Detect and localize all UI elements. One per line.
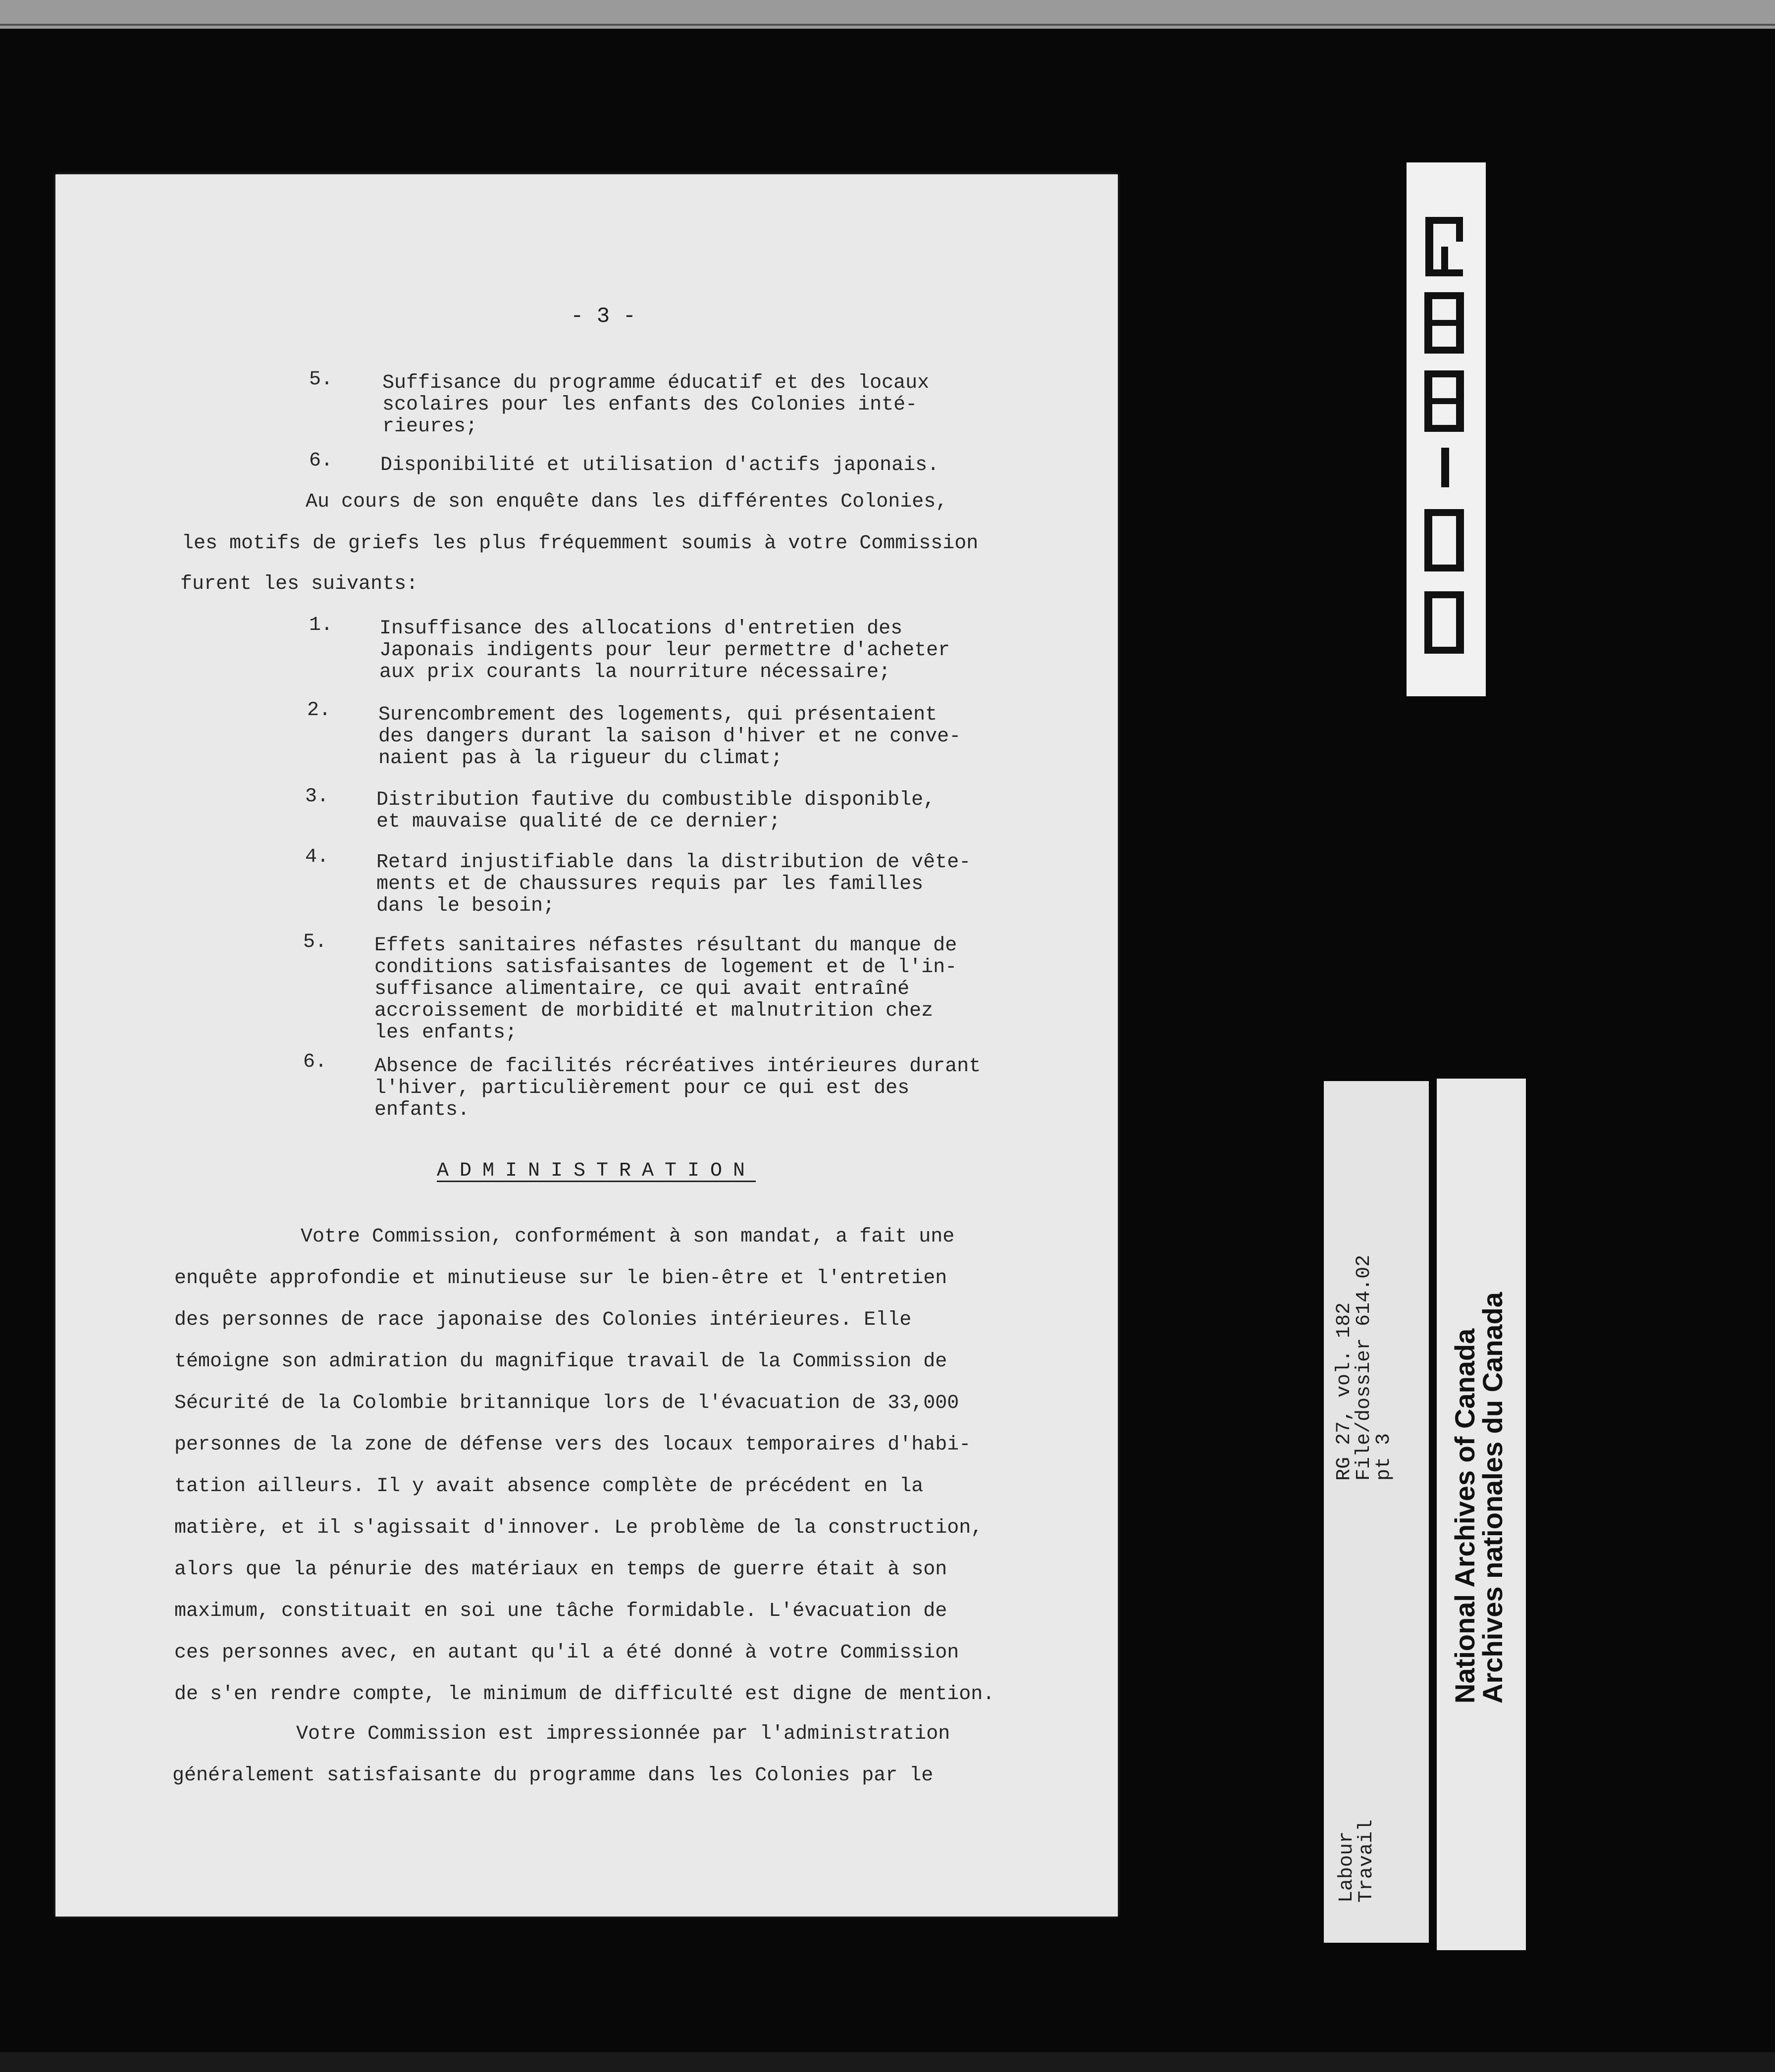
list-item-text: Effets sanitaires néfastes résultant du manque de conditions satisfaisantes de logement et de l'in- suffisance alimentaire, ce qui avait entraîné accroissement de morbidité et malnutrition chez les enfants; — [374, 934, 957, 1044]
list-item-text: Suffisance du programme éducatif et des locaux scolaires pour les enfants des Colonies inté- rieures; — [382, 372, 930, 438]
document-page — [55, 174, 1118, 1917]
list-number: 5. — [303, 931, 327, 953]
archive-reference-label — [1324, 1081, 1429, 1943]
list-number: 6. — [303, 1051, 327, 1073]
list-item-text: Surencombrement des logements, qui présentaient des dangers durant la saison d'hiver et ne conve- naient pas à la rigueur du climat; — [378, 704, 961, 770]
list-number: 1. — [309, 614, 333, 636]
intro-line: furent les suivants: — [180, 573, 418, 595]
archive-reference-text: RG 27, vol. 182 File/dossier 614.02 pt 3 — [1333, 1254, 1395, 1481]
section-heading: ADMINISTRATION — [437, 1160, 756, 1182]
list-item-text: Retard injustifiable dans la distribution de vête- ments et de chaussures requis par les familles dans le besoin; — [376, 851, 971, 917]
list-item-text: Distribution fautive du combustible disponible, et mauvaise qualité de ce dernier; — [376, 789, 936, 833]
list-number: 4. — [305, 846, 329, 868]
film-top-edge — [0, 0, 1775, 29]
frame-number-stamp — [1407, 162, 1486, 696]
list-item-text: Disponibilité et utilisation d'actifs japonais. — [380, 454, 940, 476]
list-item-text: Insuffisance des allocations d'entretien des Japonais indigents pour leur permettre d'acheter aux prix courants la nourriture nécessaire; — [379, 618, 950, 683]
list-number: 6. — [309, 450, 333, 472]
list-number: 2. — [307, 699, 331, 722]
paragraph-program: Votre Commission est impressionnée par l'administration généralement satisfaisante du programme dans les Colonies par le — [172, 1723, 950, 1787]
department-text: Labour Travail — [1336, 1819, 1378, 1903]
intro-line: Au cours de son enquête dans les différentes Colonies, — [306, 491, 948, 513]
list-item-text: Absence de facilités récréatives intérieures durant l'hiver, particulièrement pour ce qui est des enfants. — [374, 1055, 981, 1121]
intro-line: les motifs de griefs les plus fréquemment soumis à votre Commission — [182, 532, 979, 555]
paragraph-administration: Votre Commission, conformément à son mandat, a fait une enquête approfondie et minutieuse sur le bien-être et l'entretien des personnes de race japonaise des Colonies intérieures. Elle témoigne son admiration du magnifique travail de la Commission de Sécurité de la Colombie britannique lors de l'évacuation de 33,000 personnes de la zone de défense vers des locaux temporaires d'habi- tation ailleurs. Il y avait absence complète de précédent en la matière, et il s'agissait d'innover. Le problème de la construction, alors que la pénurie des matériaux en temps de guerre était à son maximum, constituait en soi une tâche formidable. L'évacuation de ces personnes avec, en autant qu'il a été donné à votre Commission de s'en rendre compte, le minimum de difficulté est digne de mention. — [174, 1226, 995, 1706]
frame-number-digits — [1407, 162, 1486, 696]
institution-name: National Archives of Canada Archives nationales du Canada — [1449, 1292, 1508, 1704]
film-bottom-edge — [0, 2052, 1775, 2072]
page-number: - 3 - — [571, 304, 636, 329]
list-number: 5. — [309, 368, 333, 391]
list-number: 3. — [305, 785, 329, 808]
